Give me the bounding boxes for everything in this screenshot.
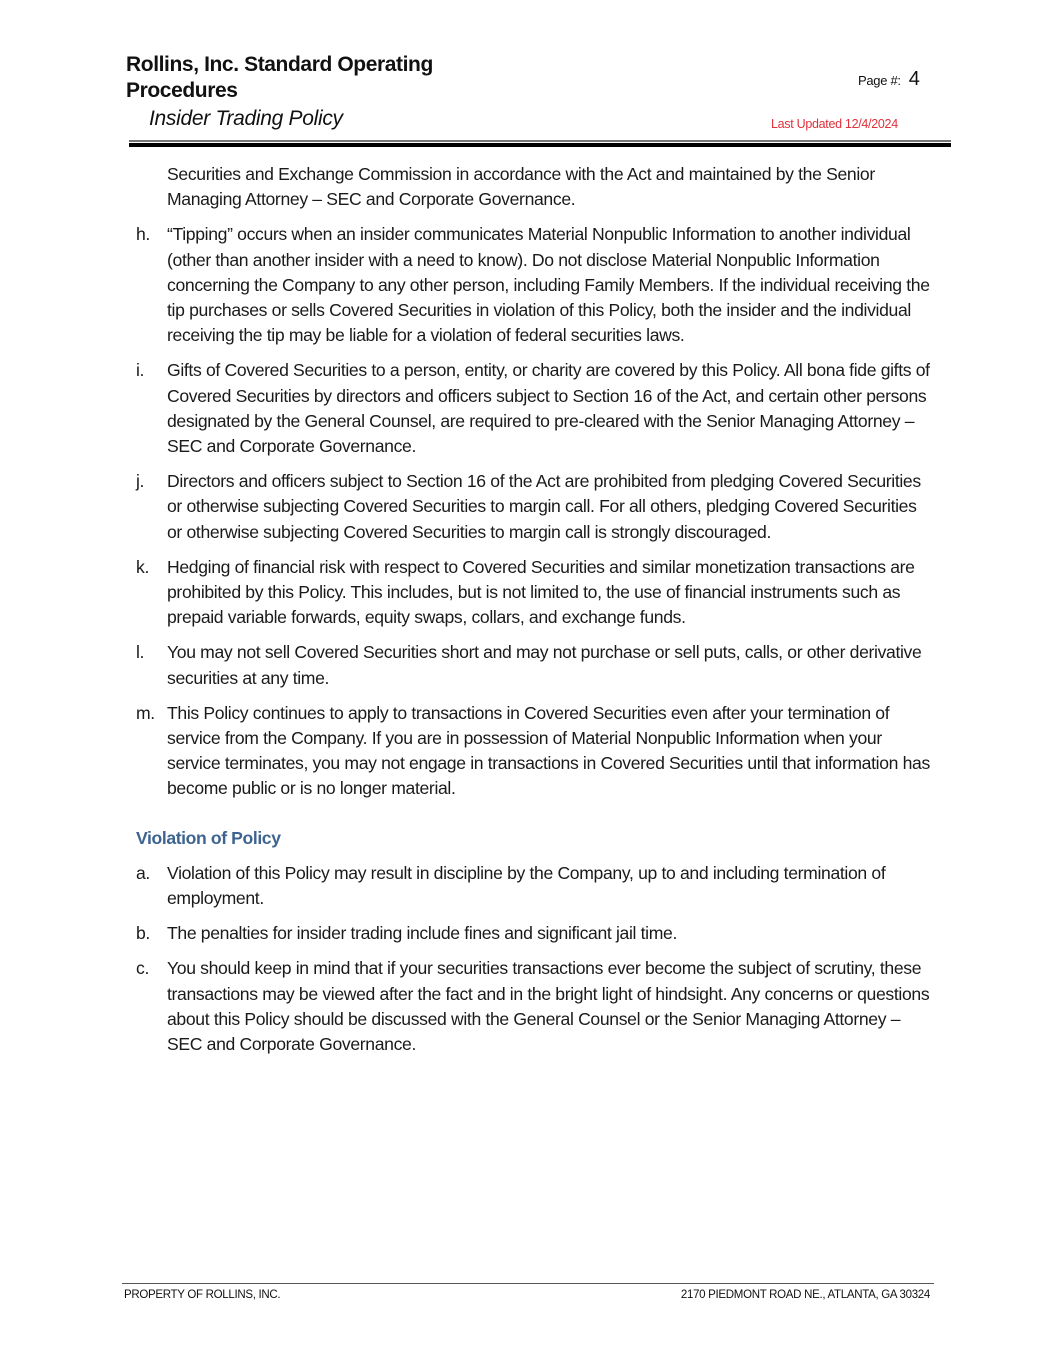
page-number-value: 4 [908, 68, 920, 90]
document-title: Rollins, Inc. Standard Operating Procedures [126, 53, 433, 102]
list-marker: k. [136, 556, 149, 577]
list-item-text: Directors and officers subject to Section 16 of the Act are prohibited from pledging Covered Securities or otherwise subjecting Covered Securities to margin call. For all others, pledging Covered Securities or otherwise subjecting Covered Securities to margin call is strongly discouraged. [167, 471, 921, 542]
violation-item-b [136, 921, 936, 946]
list-item-text: You should keep in mind that if your securities transactions ever become the subject of scrutiny, these transactions may be viewed after the fact and in the bright light of hindsight. Any concerns or questions about this Policy should be discussed with the General Counsel or the Senior Managing Attorney – SEC and Corporate Governance. [167, 958, 930, 1055]
last-updated: Last Updated 12/4/2024 [771, 117, 898, 131]
list-item-text: The penalties for insider trading include fines and significant jail time. [167, 923, 678, 944]
list-item-text: Hedging of financial risk with respect to Covered Securities and similar monetization transactions are prohibited by this Policy. This includes, but is not limited to, the use of financial instruments such as prepaid variable forwards, equity swaps, collars, and exchange funds. [167, 556, 915, 628]
list-marker: l. [136, 642, 145, 663]
list-item-text: You may not sell Covered Securities short and may not purchase or sell puts, calls, or other derivative securities at any time. [167, 642, 922, 688]
footer-property: PROPERTY OF ROLLINS, INC. [124, 1289, 281, 1301]
header-rule-thick [129, 143, 951, 147]
list-marker: b. [136, 923, 150, 944]
footer-rule [122, 1283, 934, 1284]
list-marker: j. [136, 471, 145, 492]
list-marker: m. [136, 702, 155, 723]
list-item-m [136, 701, 936, 802]
list-item-l [136, 640, 936, 690]
list-item-k [136, 555, 936, 631]
footer-address: 2170 PIEDMONT ROAD NE., ATLANTA, GA 30324 [680, 1289, 930, 1301]
continuation-paragraph: Securities and Exchange Commission in accordance with the Act and maintained by the Senior Managing Attorney – SEC and Corporate Governance. [167, 164, 875, 210]
list-item-text: This Policy continues to apply to transactions in Covered Securities even after your termination of service from the Company. If you are in possession of Material Nonpublic Information when your service terminates, you may not engage in transactions in Covered Securities until that information has become public or is no longer material. [167, 702, 930, 799]
document-body [136, 162, 936, 1067]
list-marker: a. [136, 862, 150, 883]
violation-item-a [136, 861, 936, 911]
section-heading-violation: Violation of Policy [136, 827, 281, 848]
page-number-label: Page #: [858, 73, 901, 88]
list-marker: i. [136, 360, 145, 381]
document-subtitle: Insider Trading Policy [149, 107, 343, 130]
list-marker: c. [136, 958, 149, 979]
list-marker: h. [136, 224, 150, 245]
list-item-j [136, 469, 936, 545]
list-item-text: “Tipping” occurs when an insider communicates Material Nonpublic Information to another individual (other than another insider with a need to know). Do not disclose Material Nonpublic Information concerning the Company to any other person, including Family Members. If the individual receiving the tip purchases or sells Covered Securities in violation of this Policy, both the insider and the individual receiving the tip may be liable for a violation of federal securities laws. [167, 224, 930, 346]
list-item-i [136, 358, 936, 459]
list-item-text: Gifts of Covered Securities to a person, entity, or charity are covered by this Policy. All bona fide gifts of Covered Securities by directors and officers subject to Section 16 of the Act, and certain other persons designated by the General Counsel, are required to pre-cleared with the Senior Managing Attorney – SEC and Corporate Governance. [167, 360, 930, 457]
page-number [858, 68, 920, 91]
violation-item-c [136, 956, 936, 1057]
header-rule-thin [129, 140, 951, 142]
list-item-h [136, 222, 936, 348]
list-item-text: Violation of this Policy may result in discipline by the Company, up to and including termination of employment. [167, 862, 886, 909]
